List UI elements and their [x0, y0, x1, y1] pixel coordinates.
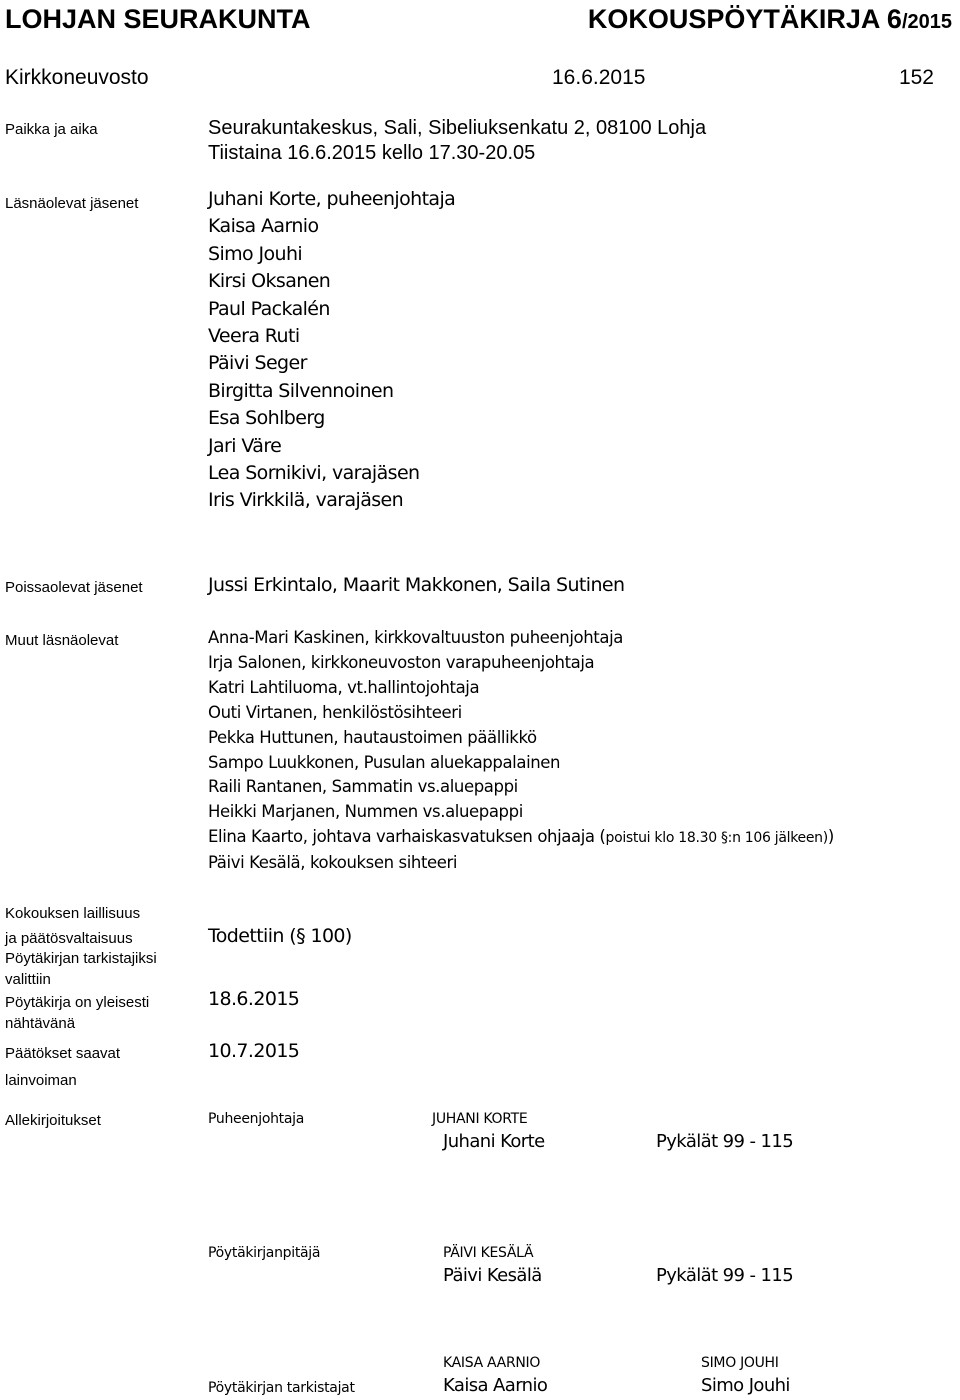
time-line: Tiistaina 16.6.2015 kello 17.30-20.05 [208, 142, 536, 164]
elina-close: ) [827, 827, 834, 847]
list-item [208, 825, 834, 851]
list-item: Katri Lahtiluoma, vt.hallintojohtaja [208, 677, 480, 697]
secretary-role: Pöytäkirjanpitäjä [208, 1245, 321, 1261]
list-item: Heikki Marjanen, Nummen vs.aluepappi [208, 802, 523, 822]
public-value: 18.6.2015 [208, 988, 300, 1010]
list-item: Anna-Mari Kaskinen, kirkkovaltuuston puheenjohtaja [208, 628, 623, 647]
effective-value: 10.7.2015 [208, 1040, 300, 1062]
legality-label-1: Kokouksen laillisuus [5, 905, 141, 922]
checker1-caps: KAISA AARNIO [443, 1355, 541, 1371]
present-members-list [208, 186, 455, 515]
elina-main: Elina Kaarto, johtava varhaiskasvatuksen ohjaaja ( [208, 827, 606, 847]
signatures-label: Allekirjoitukset [5, 1112, 101, 1129]
secretary-caps: PÄIVI KESÄLÄ [443, 1245, 534, 1261]
list-item: Irja Salonen, kirkkoneuvoston varapuheenjohtaja [208, 652, 595, 672]
elina-note2: :n 106 jälkeen) [727, 830, 828, 847]
reviewers-label-1: Pöytäkirjan tarkistajiksi [5, 950, 157, 967]
meeting-date: 16.6.2015 [552, 66, 646, 89]
place-time-label: Paikka ja aika [5, 121, 98, 138]
list-item: Juhani Korte, puheenjohtaja [208, 188, 456, 210]
checker2-name: Simo Jouhi [701, 1375, 790, 1396]
public-label-1: Pöytäkirja on yleisesti [5, 994, 150, 1011]
list-item: Päivi Kesälä, kokouksen sihteeri [208, 853, 458, 873]
effective-label-2: lainvoiman [5, 1072, 77, 1089]
other-present-list [208, 626, 834, 876]
place-line: Seurakuntakeskus, Sali, Sibeliuksenkatu 2, 08100 Lohja [208, 117, 707, 139]
effective-label-1: Päätökset saavat [5, 1045, 121, 1062]
checkers-role: Pöytäkirjan tarkistajat [208, 1380, 355, 1396]
list-item: Raili Rantanen, Sammatin vs.aluepappi [208, 777, 518, 797]
present-members-label: Läsnäolevat jäsenet [5, 195, 139, 212]
absent-members-value: Jussi Erkintalo, Maarit Makkonen, Saila Sutinen [208, 574, 625, 596]
list-item: Simo Jouhi [208, 242, 303, 265]
absent-members-label: Poissaolevat jäsenet [5, 579, 143, 596]
body-name: Kirkkoneuvosto [5, 66, 149, 89]
chair-sections: Pykälät 99 - 115 [656, 1131, 794, 1152]
list-item: Pekka Huttunen, hautaustoimen päällikkö [208, 727, 537, 747]
list-item: Outi Virtanen, henkilöstösihteeri [208, 702, 462, 722]
section-sign: § [720, 830, 728, 847]
legality-prefix: Todettiin ( [208, 925, 297, 947]
list-item: Paul Packalén [208, 297, 330, 320]
list-item: Iris Virkkilä, varajäsen [208, 489, 404, 512]
document-title-main: KOKOUSPÖYTÄKIRJA 6 [587, 4, 902, 34]
page-number: 152 [898, 66, 934, 89]
reviewers-label-2: valittiin [5, 971, 51, 988]
org-title: LOHJAN SEURAKUNTA [5, 4, 311, 34]
chair-role: Puheenjohtaja [208, 1111, 305, 1127]
list-item: Sampo Luukkonen, Pusulan aluekappalainen [208, 752, 561, 772]
public-label-2: nähtävänä [5, 1015, 76, 1032]
legality-label-2: ja päätösvaltaisuus [5, 930, 133, 947]
list-item: Esa Sohlberg [208, 407, 325, 430]
chair-name: Juhani Korte [443, 1131, 545, 1152]
legality-value [208, 923, 352, 950]
legality-suffix: 100) [305, 925, 352, 947]
section-sign: § [296, 925, 306, 947]
list-item: Päivi Seger [208, 352, 307, 375]
list-item: Kaisa Aarnio [208, 215, 319, 238]
list-item: Jari Väre [208, 434, 282, 457]
document-title [588, 4, 952, 35]
place-time-value [208, 116, 706, 166]
checker2-caps: SIMO JOUHI [701, 1355, 779, 1371]
other-present-label: Muut läsnäolevat [5, 632, 119, 649]
secretary-sections: Pykälät 99 - 115 [656, 1265, 794, 1286]
document-title-year: /2015 [901, 11, 952, 33]
chair-caps: JUHANI KORTE [432, 1111, 528, 1127]
checker1-name: Kaisa Aarnio [443, 1375, 548, 1396]
secretary-name: Päivi Kesälä [443, 1265, 542, 1286]
elina-note: poistui klo 18.30 [605, 830, 721, 847]
list-item: Kirsi Oksanen [208, 270, 331, 293]
list-item: Lea Sornikivi, varajäsen [208, 462, 420, 485]
list-item: Birgitta Silvennoinen [208, 379, 394, 402]
list-item: Veera Ruti [208, 325, 300, 348]
